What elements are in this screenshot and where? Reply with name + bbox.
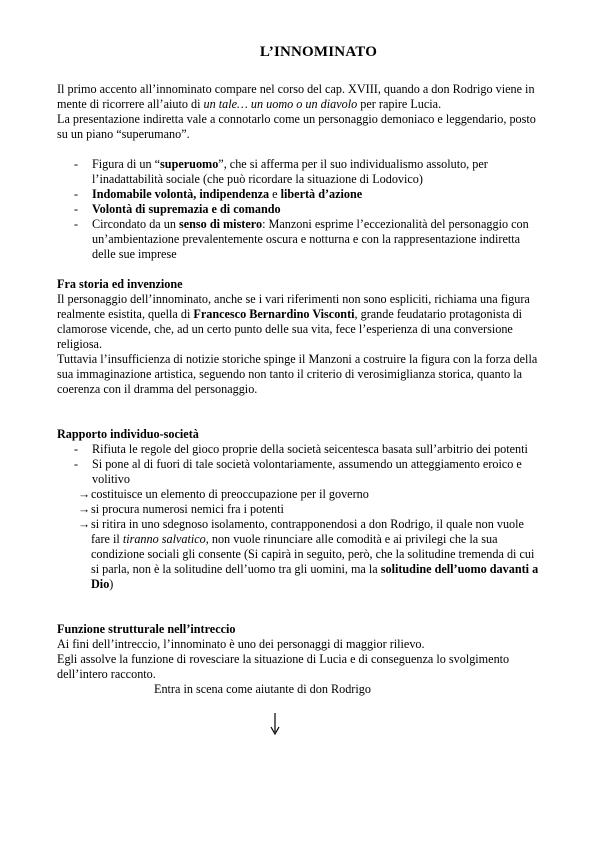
list-item: → costituisce un elemento di preoccupazione per il governo xyxy=(78,487,369,501)
funzione-line-3: Entra in scena come aiutante di don Rodrigo xyxy=(154,682,371,696)
list-item: → si procura numerosi nemici fra i potenti xyxy=(78,502,284,516)
section-heading-storia: Fra storia ed invenzione xyxy=(57,277,183,291)
historical-name: Francesco Bernardino Visconti xyxy=(193,307,355,321)
intro-text: Il primo accento all’innominato compare nel corso del cap. XVIII, quando a don Rodrigo viene in mente di ricorrere all’aiuto di xyxy=(57,82,535,111)
section-heading-rapporto: Rapporto individuo-società xyxy=(57,427,199,441)
list-item: - Si pone al di fuori di tale società volontariamente, assumendo un atteggiamento eroico e volitivo xyxy=(74,457,522,486)
list-item: - Figura di un “superuomo”, che si afferma per il suo individualismo assoluto, per l’inadattabilità sociale (che può ricordare la situazione di Lodovico) xyxy=(74,157,488,186)
intro-paragraph-2: La presentazione indiretta vale a connotarlo come un personaggio demoniaco e leggendario, posto su un piano “superumano”. xyxy=(57,112,536,141)
intro-quote: un tale… un uomo o un diavolo xyxy=(203,97,358,111)
document-page xyxy=(57,44,542,697)
traits-list xyxy=(57,157,542,262)
rapporto-list xyxy=(57,442,542,487)
intro-text-end: per rapire Lucia. xyxy=(357,97,442,111)
storia-paragraph-2: Tuttavia l’insufficienza di notizie storiche spinge il Manzoni a costruire la figura con la forza della sua immaginazione artistica, seguendo non tanto il criterio di verosimiglianza storica, quanto la coerenza con il dramma del personaggio. xyxy=(57,352,538,396)
list-item: - Indomabile volontà, indipendenza e libertà d’azione xyxy=(74,187,363,201)
right-arrow-icon: → xyxy=(78,502,91,516)
page-title: L’INNOMINATO xyxy=(259,44,378,60)
right-arrow-icon: → xyxy=(78,487,91,501)
right-arrow-icon: → xyxy=(78,517,91,531)
intro-paragraph xyxy=(57,82,542,112)
funzione-line-2: Egli assolve la funzione di rovesciare la situazione di Lucia e di conseguenza lo svolgimento dell’intero racconto. xyxy=(57,652,510,681)
list-item: → si ritira in uno sdegnoso isolamento, contrapponendosi a don Rodrigo, il quale non vuole fare il tiranno salvatico, non vuole rinunciare alle comodità e ai privilegi che la sua condizione sociali gli consente (Si capirà in seguito, però, che la solitudine tremenda di cui si parla, non è la solitudine dell’uomo tra gli uomini, ma la solitudine dell’uomo davanti a Dio) xyxy=(78,517,539,591)
list-item: - Circondato da un senso di mistero: Manzoni esprime l’eccezionalità del personaggio con un’ambientazione prevalentemente oscura e notturna e con la rappresentazione indiretta delle sue imprese xyxy=(74,217,529,261)
list-item: - Volontà di supremazia e di comando xyxy=(74,202,281,216)
funzione-line-1: Ai fini dell’intreccio, l’innominato è uno dei personaggi di maggior rilievo. xyxy=(57,637,425,651)
consequences-list xyxy=(57,487,542,592)
storia-paragraph: Il personaggio dell’innominato, anche se i vari riferimenti non sono espliciti, richiama una figura realmente esistita, quella di Francesco Bernardino Visconti, grande feudatario protagonista di clamorose vicende, che, ad un certo punto delle sua vita, fece l’esperienza di una conversione religiosa. xyxy=(57,292,530,351)
list-item: - Rifiuta le regole del gioco proprie della società seicentesca basata sull’arbitrio dei potenti xyxy=(74,442,528,456)
down-arrow-icon xyxy=(270,713,280,735)
section-heading-funzione: Funzione strutturale nell’intreccio xyxy=(57,622,236,636)
